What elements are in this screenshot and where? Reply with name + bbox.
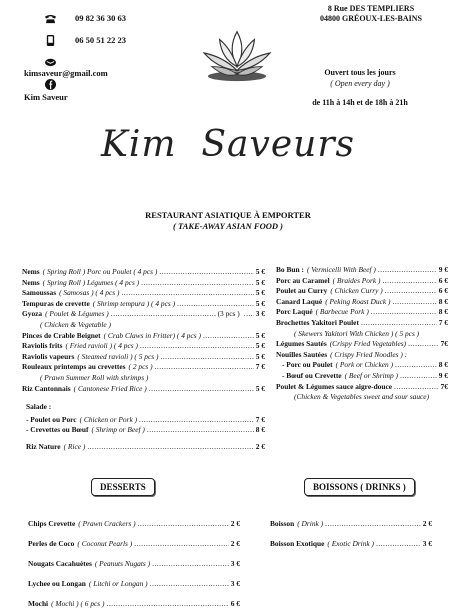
menu-item-description: ( Shrimp tempura ) ( 4 pcs ) (92, 298, 176, 308)
menu-item (276, 339, 448, 350)
menu-item-price: 6 € (230, 599, 240, 608)
salade-items (26, 415, 265, 436)
menu-item-description: ( Rice ) (63, 442, 86, 451)
menu-item-price: 7 € (255, 414, 265, 424)
dot-leader (138, 514, 229, 534)
opening-hours (270, 67, 450, 108)
right-menu-column (276, 265, 448, 403)
menu-item-name: Riz Nature (26, 442, 61, 451)
lotus-flower-logo (198, 22, 276, 84)
menu-item-description: ( Chicken or Pork ) (79, 414, 138, 424)
menu-item-name: Raviolis vapeurs (22, 351, 75, 361)
menu-item-name: Nouilles Sautées (276, 349, 328, 359)
menu-item (22, 362, 265, 373)
menu-item (28, 554, 240, 574)
menu-item (28, 534, 240, 554)
dot-leader (407, 350, 448, 361)
menu-item-description: ( Vermicelli With Beef ) (306, 265, 376, 274)
menu-item-price: 7€ (440, 339, 448, 349)
menu-item-price: 5 € (255, 341, 265, 351)
restaurant-subtitle (0, 210, 456, 232)
menu-item (22, 267, 265, 278)
menu-item-price: 8 € (438, 296, 448, 306)
dot-leader (203, 331, 254, 342)
menu-item-price: 6 € (438, 275, 448, 285)
menu-item-price: 2 € (230, 519, 240, 528)
dot-leader (159, 267, 253, 278)
dot-leader (139, 415, 254, 426)
dot-leader (147, 425, 254, 436)
menu-item-price: 8 € (255, 425, 265, 435)
desserts-header: DESSERTS (91, 478, 155, 496)
riz-nature-section (26, 442, 265, 453)
menu-item-price: 8 € (438, 307, 448, 317)
menu-item-name: Raviolis frits (22, 341, 63, 351)
contact-block (24, 10, 164, 102)
menu-item-price: 3 € (230, 579, 240, 588)
menu-item-name: Rouleaux printemps au crevettes (22, 362, 126, 372)
menu-item (276, 350, 448, 361)
dot-leader (150, 574, 229, 594)
menu-item-description: ( Steamed ravioli ) ( 5 pcs ) (77, 351, 159, 361)
menu-item (22, 331, 265, 342)
menu-item (270, 534, 432, 554)
phone-fixed[interactable]: 09 82 36 30 63 (75, 13, 126, 23)
menu-item-note: ( Chicken & Vegetable ) (40, 319, 112, 329)
dot-leader (361, 318, 437, 329)
dot-leader (376, 534, 421, 554)
menu-item (22, 309, 265, 320)
telephone-icon (44, 13, 57, 24)
menu-item-price: 2 € (230, 539, 240, 548)
facebook-icon[interactable] (44, 79, 57, 90)
dot-leader (149, 384, 254, 395)
menu-item-name: Porc Laqué (276, 307, 313, 317)
menu-item-description: ( Exotic Drink ) (327, 539, 375, 548)
menu-item-description: ( Cantonese Fried Rice ) (73, 383, 147, 393)
menu-item-price: 9 € (438, 370, 448, 380)
menu-item-price: 3 € (255, 309, 265, 319)
menu-item (276, 297, 448, 308)
menu-item-price: 5 € (255, 351, 265, 361)
salade-section (26, 402, 265, 436)
menu-item-description: ( Fried ravioli ) ( 4 pcs ) (65, 341, 138, 351)
restaurant-name: Kim Saveurs (100, 124, 356, 165)
menu-item-description: ( Samosas ) ( 4 pcs ) (59, 288, 120, 298)
menu-item (28, 574, 240, 594)
dot-leader (121, 288, 253, 299)
menu-item (270, 514, 432, 534)
subtitle-fr: RESTAURANT ASIATIQUE À EMPORTER (145, 210, 311, 220)
menu-item-price: 6 € (438, 286, 448, 296)
dot-leader (400, 371, 437, 382)
address-city: 04800 GRÉOUX-LES-BAINS (319, 14, 422, 23)
menu-item-name: - Porc ou Poulet (282, 360, 333, 370)
desserts-list (28, 514, 240, 614)
left-menu-column (22, 267, 265, 394)
dot-leader (155, 362, 254, 373)
dot-leader (408, 339, 439, 350)
menu-item-name: Chips Crevette (28, 519, 76, 528)
dot-leader (392, 297, 436, 308)
dot-leader (134, 534, 229, 554)
menu-item-price: 2 € (422, 519, 432, 528)
subtitle-en: ( TAKE-AWAY ASIAN FOOD ) (173, 221, 283, 231)
menu-item-name: Nougats Cacahuètes (28, 559, 92, 568)
dot-leader (394, 382, 439, 393)
menu-item-price: 7 € (438, 317, 448, 327)
menu-item-price: 5 € (255, 383, 265, 393)
email-address[interactable]: kimsaveur@gmail.com (24, 68, 108, 78)
address-block (296, 4, 446, 24)
menu-item-name: Lychee ou Longan (28, 579, 86, 588)
menu-item-description: ( Barbecue Pork ) (315, 307, 369, 317)
menu-item-description: ( Mochi ) ( 6 pcs ) (51, 599, 105, 608)
menu-item (276, 286, 448, 297)
opening-times: de 11h à 14h et de 18h à 21h (312, 98, 408, 107)
menu-item (26, 425, 265, 436)
menu-item (276, 276, 448, 287)
menu-item-description: ( 2 pcs ) (128, 362, 153, 372)
dot-leader (141, 278, 254, 289)
menu-item (28, 594, 240, 614)
dot-leader (325, 514, 421, 534)
menu-item-description: ( Braides Pork ) (332, 275, 381, 285)
menu-item-note: ( Prawn Summer Roll with shrimps ) (40, 372, 149, 382)
menu-item-description: (Crispy Fried Vegetables) (329, 339, 407, 349)
menu-item (26, 442, 265, 453)
menu-item-description: ( Shrimp or Beef ) (91, 425, 145, 435)
dot-leader (385, 286, 437, 297)
dot-leader (140, 341, 254, 352)
phone-mobile[interactable]: 06 50 51 22 23 (75, 35, 126, 45)
dot-leader (152, 554, 229, 574)
menu-item-price: 2 € (255, 442, 265, 451)
menu-item-price: 3 € (422, 539, 432, 548)
menu-item-note: ( Skewers Yakitori With Chicken ) ( 5 pcs ) (294, 328, 420, 338)
menu-item (276, 371, 448, 382)
menu-item-price: 9 € (438, 265, 448, 274)
menu-item-price: 3 € (230, 559, 240, 568)
salade-title: Salade : (26, 402, 52, 411)
menu-item (22, 352, 265, 363)
menu-item-name: Tempuras de crevette (22, 298, 90, 308)
menu-item (276, 382, 448, 393)
menu-item-name: Nems (22, 277, 40, 287)
menu-item-price: 7 € (255, 362, 265, 372)
dot-leader (378, 265, 437, 276)
menu-item-description: ( Crab Claws in Fritter) ( 4 pcs ) (103, 330, 201, 340)
menu-item-name: Mochi (28, 599, 49, 608)
menu-item-name: Samoussas (22, 288, 57, 298)
dot-leader (106, 594, 228, 614)
drinks-header: BOISSONS ( DRINKS ) (304, 478, 415, 496)
menu-item (22, 384, 265, 395)
menu-item (276, 318, 448, 329)
menu-item-description: ( Spring Roll ) Porc ou Poulet ( 4 pcs ) (42, 267, 158, 276)
address-street: 8 Rue DES TEMPLIERS (327, 4, 415, 13)
menu-item-name: Pinces de Crable Beignet (22, 330, 101, 340)
menu-item (22, 278, 265, 289)
menu-item-name: Riz Cantonnais (22, 383, 71, 393)
menu-item-description: ( Peking Roast Duck ) (325, 296, 391, 306)
menu-item-description: ( Prawn Crackers ) (78, 519, 136, 528)
dot-leader (160, 352, 253, 363)
open-every-day-fr: Ouvert tous les jours (324, 68, 396, 77)
menu-item-name: - Poulet ou Porc (26, 414, 77, 424)
dot-leader (111, 309, 216, 320)
menu-item (22, 341, 265, 352)
menu-item-price: 5 € (255, 330, 265, 340)
menu-item-price: 5 € (255, 298, 265, 308)
dot-leader (177, 299, 254, 310)
menu-item-name: Boisson (270, 519, 295, 528)
menu-item (276, 265, 448, 276)
menu-item-price: 5 € (255, 277, 265, 287)
menu-item-description: ( Pork or Chicken ) (335, 360, 394, 370)
menu-item-description: ( Spring Roll ) Légumes ( 4 pcs ) (42, 277, 140, 287)
menu-item-name: Canard Laqué (276, 296, 323, 306)
facebook-name[interactable]: Kim Saveur (24, 92, 68, 102)
menu-item-name: Légumes Sautés (276, 339, 327, 349)
menu-item-name: - Bœuf ou Crevette (282, 370, 342, 380)
menu-item-description: ( Drink ) (297, 519, 324, 528)
menu-item-description: ( Chicken Curry ) (330, 286, 383, 296)
menu-item-name: Bo Bun : (276, 265, 304, 274)
email-icon (44, 56, 57, 67)
menu-item-description: ( Peanuts Nugats ) (94, 559, 151, 568)
menu-item-name: Brochettes Yakitori Poulet (276, 317, 359, 327)
menu-item-price: 8 € (438, 360, 448, 370)
dot-leader (395, 360, 437, 371)
menu-item-description: ( Crispy Fried Noodles ) : (330, 349, 408, 359)
menu-item-price: 5 € (255, 288, 265, 298)
menu-item-description: ( Litchi or Longan ) (88, 579, 148, 588)
menu-item-price: 5 € (255, 267, 265, 276)
drinks-list (270, 514, 432, 554)
menu-item-name: Poulet au Curry (276, 286, 328, 296)
menu-item (276, 360, 448, 371)
menu-item-note: (Chicken & Vegetables sweet and sour sauce) (294, 392, 430, 402)
menu-item-price: 7€ (440, 381, 448, 391)
menu-item-description: ( Poulet & Légumes ) (45, 309, 109, 319)
dot-leader (244, 309, 254, 320)
menu-item (22, 299, 265, 310)
menu-item (26, 415, 265, 426)
menu-item-description: ( Coconut Pearls ) (77, 539, 133, 548)
menu-item (22, 288, 265, 299)
menu-item-name: Poulet & Légumes sauce aigre-douce (276, 381, 393, 391)
menu-item-name: Boisson Exotique (270, 539, 325, 548)
menu-item-quantity: (3 pcs ) (217, 309, 240, 319)
dot-leader (87, 442, 253, 453)
dot-leader (382, 276, 436, 287)
mobile-phone-icon (44, 35, 57, 46)
menu-item (276, 307, 448, 318)
menu-item-name: - Crevettes ou Bœuf (26, 425, 89, 435)
menu-item-name: Porc au Caramel (276, 275, 330, 285)
menu-item-name: Nems (22, 267, 40, 276)
menu-item (28, 514, 240, 534)
menu-item-description: ( Beef or Shrimp ) (344, 370, 398, 380)
menu-item-name: Gyoza (22, 309, 43, 319)
menu-item-name: Perles de Coco (28, 539, 75, 548)
dot-leader (371, 307, 437, 318)
open-every-day-en: ( Open every day ) (330, 79, 390, 88)
